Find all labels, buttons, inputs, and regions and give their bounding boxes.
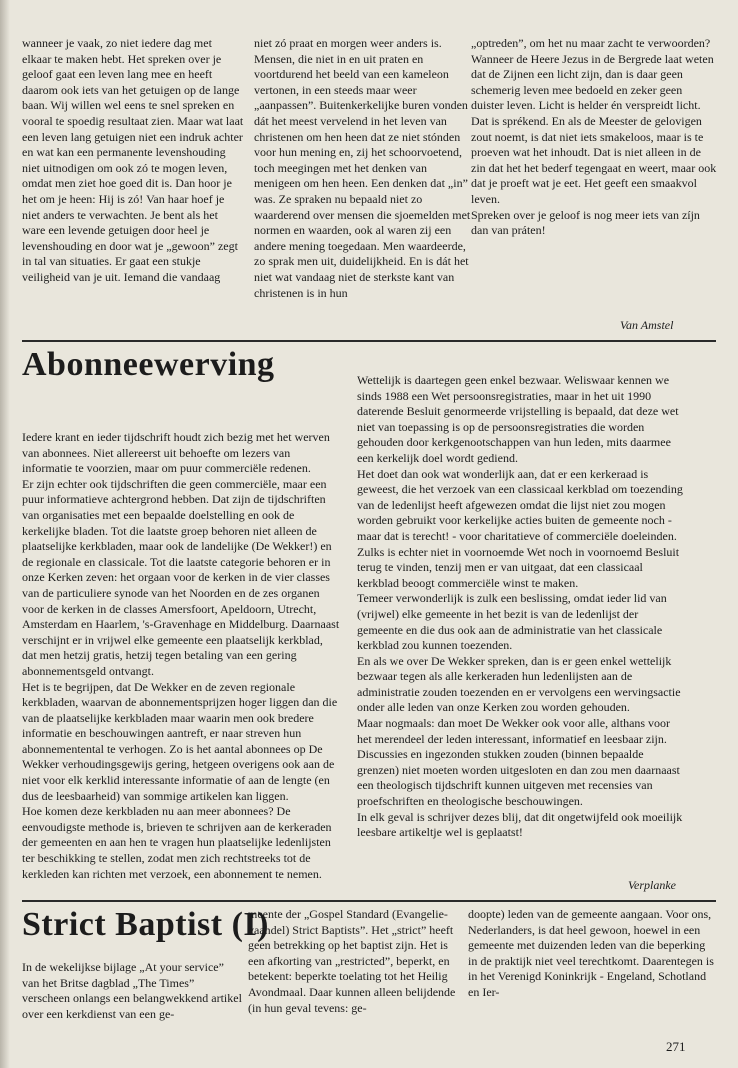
strict-baptist-column-3 [468, 907, 716, 1001]
paragraph: In de wekelijkse bijlage „At your service” van het Britse dagblad „The Times” verscheen onlangs een belangwekkend artikel over een kerkdienst van een ge- [22, 960, 242, 1021]
section-divider [22, 900, 716, 902]
paragraph: Wanneer de Heere Jezus in de Bergrede laat weten dat de Zijnen een licht zijn, dan is daar geen schemerig leven mee bedoeld en zeker geen duister leven. Licht is helder én verspreidt licht. Dat is sprékend. En als de Meester de gelovigen zout noemt, is dat niet iets smakeloos, maar is te proeven wat het inhoudt. Dat is niet alleen in de zin dat het het bederf tegengaat en weert, maar ook dat je proeft wat je eet. Het geeft een smaakvol leven. [471, 51, 717, 206]
paragraph: Het doet dan ook wat wonderlijk aan, dat er een kerkeraad is geweest, die het verzoek van een classicaal kerkblad om toezending van de ledenlijst heeft afgewezen omdat die lijst niet zou mogen worden gebruikt voor kerkelijke acties buiten de gemeente noch - maar dat is terecht! - voor charitatieve of commerciële doeleinden. Zulks is echter niet in voornoemde Wet noch in voornoemd Besluit terug te vinden, tenzij men er van uitgaat, dat een classicaal kerkblad beoogt commerciële winst te maken. [357, 466, 683, 590]
paragraph: Wettelijk is daartegen geen enkel bezwaar. Weliswaar kennen we sinds 1988 een Wet persoonsregistraties, maar in het uit 1990 daterende Besluit genormeerde vrijstelling is bepaald, dat deze wet niet van toepassing is op de persoonsregistraties die worden gehouden door kerkgenootschappen van hun leden, mits daarmee een kerkelijk doel wordt gediend. [357, 373, 679, 465]
paragraph: „optreden”, om het nu maar zacht te verwoorden? [471, 36, 711, 50]
top-article-column-1 [22, 36, 244, 286]
paragraph: En als we over De Wekker spreken, dan is er geen enkel wettelijk bezwaar tegen als alle kerkeraden hun ledenlijsten aan de administratie zouden toezenden en er vervolgens een wervingsactie onder alle leden van onze Kerken zou worden gehouden. [357, 653, 681, 715]
paragraph: meente der „Gospel Standard (Evangelie-vaandel) Strict Baptists”. Het „strict” heeft geen betrekking op het baptist zijn. Het is een afkorting van „restricted”, beperkt, en betekent: beperkte toelating tot het Heilig Avondmaal. Daar kunnen alleen belijdende (in hun geval tevens: ge- [248, 907, 456, 1015]
page-binding-shadow [0, 0, 10, 1068]
abonneewerving-right-column [357, 373, 685, 841]
paragraph: Er zijn echter ook tijdschriften die geen commerciële, maar een puur informatieve achtergrond hebben. Dat zijn de tijdschriften van organisaties met een bepaalde doelstelling en ook de kerkelijke bladen. Tot die laatste groep behoren niet alleen de plaatselijke kerkbladen, maar ook de landelijke (De Wekker!) en de regionale en classicale. Tot die laatste categorie behoren er in onze Kerken zeven: het orgaan voor de kerken in de vier classes van de particuliere synode van het Noorden en de zes organen voor de kerken in de classes Amersfoort, Apeldoorn, Utrecht, Amsterdam en Haarlem, 's-Gravenhage en Middelburg. Daarnaast verschijnt er in vrijwel elke gemeente een plaatselijk kerkblad, dat men hetzij gratis, hetzij tegen betaling van een gering abonnementsgeld ontvangt. [22, 476, 340, 678]
abonneewerving-signature: Verplanke [628, 878, 676, 892]
strict-baptist-column-1 [22, 960, 242, 1022]
paragraph: Iedere krant en ieder tijdschrift houdt zich bezig met het werven van abonnees. Niet allereerst uit behoefte om lezers van informatie te voorzien, maar om puur commerciële redenen. [22, 430, 330, 476]
paragraph: In elk geval is schrijver dezes blij, dat dit ongetwijfeld ook moeilijk leesbare artikeltje wel is geplaatst! [357, 809, 683, 840]
strict-baptist-column-2 [248, 907, 460, 1016]
abonneewerving-left-column [22, 430, 340, 882]
section-divider [22, 340, 716, 342]
paragraph: Spreken over je geloof is nog meer iets van zíjn dan van práten! [471, 207, 700, 238]
paragraph: Temeer verwonderlijk is zulk een beslissing, omdat ieder lid van (vrijwel) elke gemeente in het bezit is van de ledenlijst der gemeente en die dus ook aan de administratie van het classicale kerkblad zou kunnen toezenden. [357, 591, 667, 653]
paragraph: wanneer je vaak, zo niet iedere dag met elkaar te maken hebt. Het spreken over je geloof gaat een leven lang mee en heeft daarom ook iets van het getuigen op de lange baan. Wij willen wel eens te snel spreken en vooral te spoedig resultaat zien. Maar wat laat een leven lang getuigen niet een indruk achter en wat kan een permanente levenshouding niet uitnodigen om ook zó te mogen leven, omdat men ziet hoe goed dit is. Dan hoor je het om je heen: Hij is zó! Van haar hoef je niet anders te verwachten. Je bent als het ware een levende getuigen door heel je levenshouding en door wat je „gewoon” zegt in tal van situaties. Er gaat een stukje veiligheid van je uit. Iemand die vandaag [22, 36, 244, 284]
top-article-column-2 [254, 36, 476, 301]
paragraph: Hoe komen deze kerkbladen nu aan meer abonnees? De eenvoudigste methode is, brieven te schrijven aan de kerkeraden der gemeenten en aan hen te vragen hun plaatselijke ledenlijsten ter beschikking te stellen, zodat men zich rechtstreeks tot de kerkleden kan richten met verzoek, een abonnement te nemen. [22, 804, 332, 881]
top-article-signature: Van Amstel [620, 318, 674, 332]
paragraph: doopte) leden van de gemeente aangaan. Voor ons, Nederlanders, is dat heel gewoon, hoewel in een gemeente met duizenden leden van die beperking in de praktijk niet veel terechtkomt. Daarentegen is in het Verenigd Koninkrijk - Engeland, Schotland en Ier- [468, 907, 714, 999]
paragraph: Maar nogmaals: dan moet De Wekker ook voor alle, althans voor het merendeel der leden interessant, informatief en leesbaar zijn. Discussies en ingezonden stukken zouden (binnen bepaalde grenzen) niet moeten worden uitgesloten en dan zou men daarnaast een theologisch tijdschrift kunnen uitgeven met recensies van proefschriften en theologische beschouwingen. [357, 716, 680, 809]
page-number: 271 [666, 1039, 686, 1054]
top-article-column-3 [471, 36, 717, 239]
strict-baptist-title: Strict Baptist (I) [22, 906, 269, 943]
paragraph: Het is te begrijpen, dat De Wekker en de zeven regionale kerkbladen, waarvan de abonnementsprijzen hoger liggen dan die van de plaatselijke kerkbladen maar waarin men ook bredere informatie en beschouwingen aantreft, er naar streven hun abonnementental te verhogen. Zo is het aantal abonnees op De Wekker verhoudingsgewijs gering, hetgeen overigens ook aan de niet voor elk kerklid interessante informatie of aan de lengte (en dus de leesbaarheid) van sommige artikelen kan liggen. [22, 679, 338, 803]
paragraph: niet zó praat en morgen weer anders is. Mensen, die niet in en uit praten en voortdurend het beeld van een kameleon vertonen, in een steeds maar weer „aanpassen”. Buitenkerkelijke buren vonden dát het meest vervelend in het leven van christenen om hen heen dat ze niet stónden voor hun mening en, zij het schoorvoetend, toch meegingen met het denken van menigeen om hen heen. Een denken dat „in” was. Ze spraken nu bepaald niet zo waarderend over mensen die sjoemelden met normen en waarden, ook al waren zij een andere mening toegedaan. Men waardeerde, zo sprak men uit, duidelijkheid. En is dát het niet wat vandaag niet de sterkste kant van christenen is in hun [254, 36, 471, 300]
abonneewerving-title: Abonneewerving [22, 346, 275, 383]
